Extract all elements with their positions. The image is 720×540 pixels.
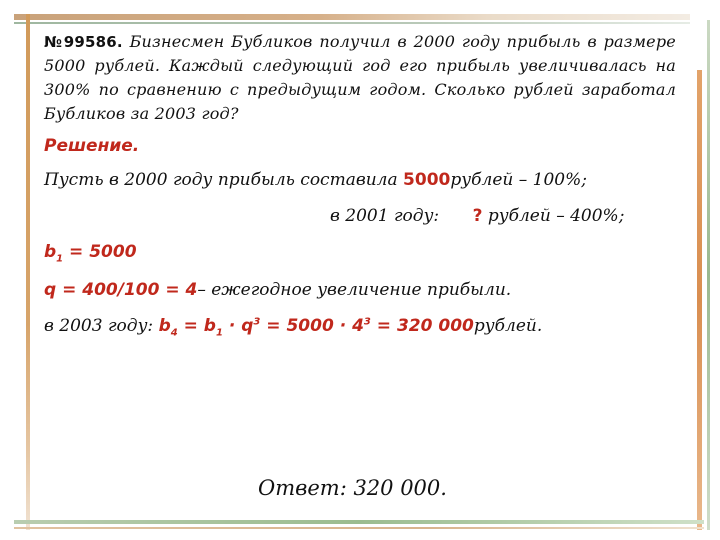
four: 4 <box>352 316 364 336</box>
q-symbol: q <box>241 316 254 336</box>
problem-statement <box>44 30 676 126</box>
line1-prefix: Пусть в 2000 году прибыль составила <box>44 170 404 190</box>
b1-symbol-2: b <box>203 316 216 336</box>
frame-bottom-bar <box>14 520 704 524</box>
line4-suffix: – ежегодное увеличение прибыли. <box>197 280 512 300</box>
frame-bottom-line <box>14 527 704 529</box>
b4-formula <box>158 316 474 339</box>
problem-text: Бизнесмен Бубликов получил в 2000 году прибыль в размере 5000 рублей. Каждый следующий год его прибыль увеличивалась на 300% по сравнению с предыдущим годом. Сколько рублей заработал Бубликов за 2003 год? <box>44 32 676 123</box>
line2-value: ? <box>472 206 483 226</box>
line5-prefix: в 2003 году: <box>44 316 159 336</box>
solution-line-3 <box>44 242 137 264</box>
frame-top-line <box>14 22 690 24</box>
b1-subscript: 1 <box>56 253 64 265</box>
four-power: 3 <box>363 316 371 328</box>
dot1: · <box>222 316 242 336</box>
line5-suffix: рублей. <box>473 316 543 336</box>
answer: Ответ: 320 000. <box>258 476 447 500</box>
line2-suffix: рублей – 400%; <box>482 206 625 226</box>
frame-right-bar <box>697 70 702 530</box>
b1-value: = 5000 <box>63 242 137 262</box>
eq1: = <box>177 316 204 336</box>
solution-line-5 <box>44 316 542 338</box>
solution-line-1 <box>44 170 587 190</box>
b1-subscript-2: 1 <box>215 327 223 339</box>
solution-line-2 <box>330 206 624 226</box>
eq2: = 5000 · <box>260 316 353 336</box>
line1-value: 5000 <box>403 170 451 190</box>
solution-line-4 <box>44 280 511 300</box>
b4-subscript: 4 <box>170 327 178 339</box>
eq3: = 320 000 <box>370 316 474 336</box>
q-formula: q = 400/100 = 4 <box>44 280 198 300</box>
line1-suffix: рублей – 100%; <box>450 170 587 190</box>
solution-title: Решение. <box>44 136 140 156</box>
frame-left-bar <box>26 14 30 530</box>
frame-top-bar <box>14 14 690 20</box>
b4-symbol: b <box>158 316 171 336</box>
line2-prefix: в 2001 году: <box>330 206 440 226</box>
q-power: 3 <box>253 316 261 328</box>
problem-number: №99586. <box>44 33 123 51</box>
b1-symbol: b <box>44 242 57 262</box>
frame-right-line <box>707 20 710 530</box>
